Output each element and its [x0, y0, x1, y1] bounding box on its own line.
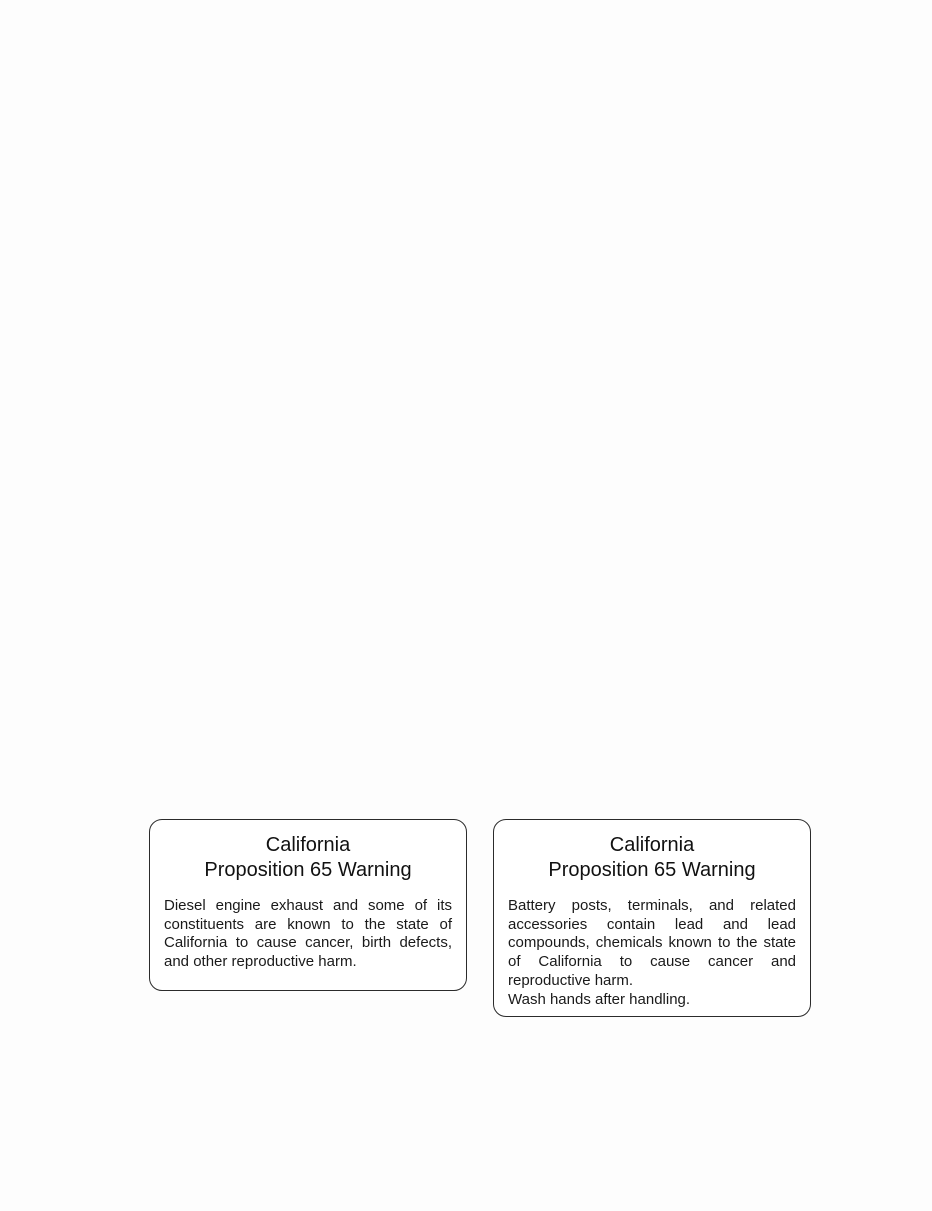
battery-lead-warning-label: [493, 819, 811, 1017]
warning-body: [164, 897, 452, 972]
warning-body-text: Battery posts, terminals, and related accessories contain lead and lead compounds, chemicals known to the state of California to cause cancer and reproductive harm.: [508, 897, 796, 989]
warning-body-note: Wash hands after handling.: [508, 990, 691, 1008]
diesel-exhaust-warning-label: [149, 819, 467, 991]
warning-title: [150, 833, 466, 883]
warning-title-line1: California: [265, 834, 351, 856]
warning-body: [508, 897, 796, 1009]
warning-title: [494, 833, 810, 883]
warning-title-line1: California: [609, 834, 695, 856]
warning-title-line2: Proposition 65 Warning: [548, 859, 756, 881]
warning-body-text: Diesel engine exhaust and some of its constituents are known to the state of California to cause cancer, birth defects, and other reproductive harm.: [164, 897, 452, 971]
warning-title-line2: Proposition 65 Warning: [204, 859, 412, 881]
